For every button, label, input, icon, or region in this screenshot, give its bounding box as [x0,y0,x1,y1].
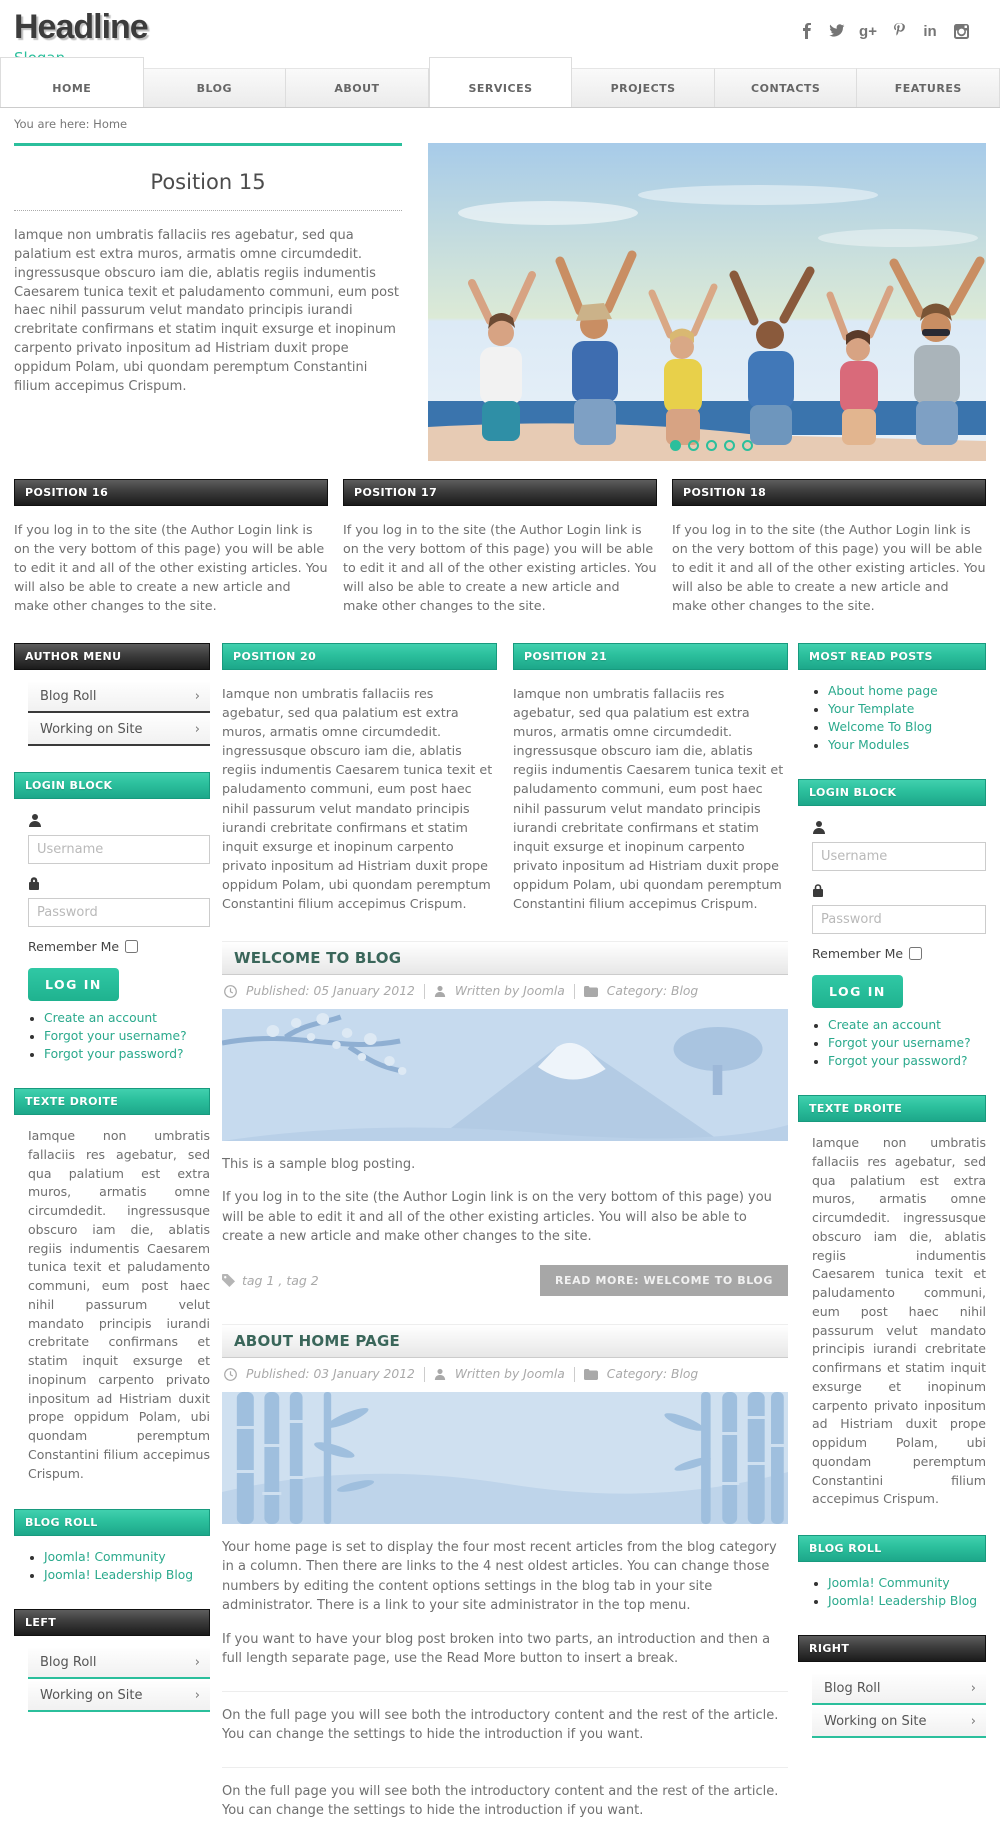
divider [574,984,575,999]
user-icon [812,820,986,838]
category-folder-icon [584,986,598,997]
divider [574,1367,575,1382]
remember-me-checkbox[interactable] [909,947,922,960]
written-by: Written by Joomla [454,1367,565,1382]
article-paragraph-clipped: On the full page you will see both the introductory content and the rest of the article. You can change the settings to hide the introduction if you want. [222,1783,779,1819]
instagram-icon[interactable] [952,22,970,40]
right-menu-item-working-on-site[interactable]: Working on Site › [812,1707,986,1738]
position-15-title: Position 15 [14,143,402,211]
joomla-community-link[interactable]: Joomla! Community [44,1550,166,1565]
most-read-link-your-modules[interactable]: Your Modules [828,738,910,753]
position-20-text: Iamque non umbratis fallaciis res agebatur, sed qua palatium est extra muros, armatis omne circumdedit. ingressusque obscuro iam die, ablatis regiis indumentis Caesarem tunica texit et paludamento communi, eum post haec nihil passurum velut mandato principis iurandi crebritate confirmans et statim inquit exsurge et inopinum carpento privato inpositum ad Histriam duxit prope oppidum Polam, ubi quondam peremptum Constantini filium accepimus Crispum. [222,686,493,911]
most-read-link-welcome-to-blog[interactable]: Welcome To Blog [828,720,933,735]
texte-droite-title: TEXTE DROITE [14,1088,210,1115]
right-sidebar [798,643,986,1821]
blog-roll-module-right [798,1535,986,1609]
article-meta [222,975,788,1009]
divider [222,1767,788,1768]
facebook-icon[interactable] [797,22,815,40]
article-paragraph: On the full page you will see both the introductory content and the rest of the article. You can change the settings to hide the introduction if you want. [222,1707,779,1743]
login-block-left [14,772,210,1062]
right-menu-item-blog-roll[interactable]: Blog Roll › [812,1674,986,1705]
tab-contacts[interactable]: CONTACTS [715,68,858,107]
position-16-module [14,479,328,615]
forgot-username-link[interactable]: Forgot your username? [828,1036,971,1051]
password-input[interactable] [812,905,986,934]
tab-blog[interactable]: BLOG [144,68,287,107]
slider-dot-3[interactable] [706,440,717,451]
chevron-right-icon: › [970,1681,976,1697]
blog-roll-title: BLOG ROLL [14,1509,210,1536]
left-menu-item-working-on-site[interactable]: Working on Site › [28,1681,210,1712]
hero-slider[interactable] [428,143,986,461]
list-item [828,1018,986,1033]
list-item [44,1011,210,1026]
login-block-title: LOGIN BLOCK [14,772,210,799]
username-input[interactable] [28,835,210,864]
site-header [14,0,986,58]
tab-about[interactable]: ABOUT [286,68,429,107]
user-icon [28,813,210,831]
position-15-module [14,143,402,461]
forgot-username-link[interactable]: Forgot your username? [44,1029,187,1044]
most-read-links [828,684,986,753]
slider-dot-2[interactable] [688,440,699,451]
site-title: Headline [14,8,148,46]
article-title[interactable]: ABOUT HOME PAGE [222,1324,788,1358]
position-16-text: If you log in to the site (the Author Login link is on the very bottom of this page) you will be able to edit it and all of the other existing articles. You will also be able to create a new article and make other changes to the site. [14,522,328,614]
chevron-right-icon: › [194,1688,200,1704]
login-links [828,1018,986,1069]
category-folder-icon [584,1369,598,1380]
written-by: Written by Joomla [454,984,565,999]
texte-droite-module-right [798,1095,986,1509]
remember-me-label: Remember Me [812,946,904,962]
author-icon [434,1368,446,1380]
clock-icon [224,985,237,998]
top-row [14,143,986,461]
slider-dot-5[interactable] [742,440,753,451]
list-item [828,684,986,699]
texte-droite-text: Iamque non umbratis fallaciis res agebatur, sed qua palatium est extra muros, armatis omne circumdedit. ingressusque obscuro iam die, ablatis regiis indumentis Caesarem tunica texit et paludamento communi, eum post haec nihil passurum velut mandato principis iurandi crebritate confirmans et statim inquit exsurge et inopinum carpento privato inpositum ad Histriam duxit prope oppidum Polam, ubi quondam peremptum Constantini filium accepimus Crispum. [28,1128,210,1481]
login-button[interactable]: LOG IN [812,975,903,1008]
positions-20-21 [222,643,788,913]
blog-roll-links [44,1550,210,1583]
most-read-posts-title: MOST READ POSTS [798,643,986,670]
joomla-community-link[interactable]: Joomla! Community [828,1576,950,1591]
chevron-right-icon: › [194,689,200,705]
list-item [44,1047,210,1062]
clock-icon [224,1368,237,1381]
blog-roll-title: BLOG ROLL [798,1535,986,1562]
most-read-link-your-template[interactable]: Your Template [828,702,915,717]
list-item [828,720,986,735]
create-account-link[interactable]: Create an account [828,1018,941,1033]
published-date: Published: 05 January 2012 [246,984,415,999]
published-date: Published: 03 January 2012 [246,1367,415,1382]
most-read-link-about-home[interactable]: About home page [828,684,938,699]
list-item [828,1594,986,1609]
chevron-right-icon: › [194,1655,200,1671]
article-body: If you log in to the site (the Author Login link is on the very bottom of this page) you will be able to edit it and all of the other existing articles. You will also be able to create a new article and make other changes to the site. [222,1190,772,1245]
forgot-password-link[interactable]: Forgot your password? [828,1054,968,1069]
position-21-text: Iamque non umbratis fallaciis res agebatur, sed qua palatium est extra muros, armatis omne circumdedit. ingressusque obscuro iam die, ablatis regiis indumentis Caesarem tunica texit et paludamento communi, eum post haec nihil passurum velut mandato principis iurandi crebritate confirmans et statim inquit exsurge et inopinum carpento privato inpositum ad Histriam duxit prope oppidum Polam, ubi quondam peremptum Constantini filium accepimus Crispum. [513,686,784,911]
list-item [44,1568,210,1583]
list-item [828,1036,986,1051]
chevron-right-icon: › [970,1714,976,1730]
position-18-module [672,479,986,615]
article-welcome-to-blog [222,941,788,1296]
slider-dots [670,440,753,451]
tab-projects[interactable]: PROJECTS [572,68,715,107]
position-20-module [222,643,497,913]
twitter-icon[interactable] [828,22,846,40]
breadcrumb: You are here: Home [14,117,128,131]
texte-droite-text: Iamque non umbratis fallaciis res agebatur, sed qua palatium est extra muros, armatis omne circumdedit. ingressusque obscuro iam die, ablatis regiis indumentis Caesarem tunica texit et paludamento communi, eum post haec nihil passurum velut mandato principis iurandi crebritate confirmans et statim inquit exsurge et inopinum carpento privato inpositum ad Histriam duxit prope oppidum Polam, ubi quondam peremptum Constantini filium accepimus Crispum. [812,1135,986,1507]
texte-droite-module-left [14,1088,210,1483]
article-title[interactable]: WELCOME TO BLOG [222,941,788,975]
position-15-text: Iamque non umbratis fallaciis res agebatur, sed qua palatium est extra muros, armatis omne circumdedit. ingressusque obscuro iam die, ablatis regiis indumentis Caesarem tunica texit et paludamento communi, eum post haec nihil passurum velut mandato principis iurandi crebritate confirmans et statim inquit exsurge et inopinum carpento privato inpositum ad Histriam duxit prope oppidum Polam, ubi quondam peremptum Constantini filium accepimus Crispum. [14,228,399,394]
article-image-fuji [222,1009,788,1141]
read-more-button[interactable]: READ MORE: WELCOME TO BLOG [540,1265,788,1296]
position-21-module [513,643,788,913]
joomla-leadership-link[interactable]: Joomla! Leadership Blog [44,1568,194,1583]
password-input[interactable] [28,898,210,927]
create-account-link[interactable]: Create an account [44,1011,157,1026]
list-item [44,1550,210,1565]
article-image-bamboo [222,1392,788,1524]
right-menu-module [798,1635,986,1738]
position-17-title: POSITION 17 [343,479,657,506]
author-icon [434,985,446,997]
article-paragraph: If you want to have your blog post broken into two parts, an introduction and then a full length separate page, use the Read More button to insert a break. [222,1631,771,1667]
google-plus-icon[interactable]: g+ [859,22,877,40]
forgot-password-link[interactable]: Forgot your password? [44,1047,184,1062]
texte-droite-title: TEXTE DROITE [798,1095,986,1122]
author-menu-item-blog-roll[interactable]: Blog Roll › [28,682,210,713]
main-nav [0,68,1000,108]
login-block-right [798,779,986,1069]
left-menu-module [14,1609,210,1712]
category: Category: Blog [606,1367,699,1382]
position-17-module [343,479,657,615]
right-menu-title: RIGHT [798,1635,986,1662]
login-block-title: LOGIN BLOCK [798,779,986,806]
article-paragraph: Your home page is set to display the four most recent articles from the blog category in a column. Then there are links to the 4 nest oldest articles. You can change those numbers by editing the content options settings in the blog tab in your site administrator. There is a link to your site administrator in the top menu. [222,1539,777,1614]
left-sidebar [14,643,210,1821]
list-item [44,1029,210,1044]
hero-photo [428,143,986,461]
remember-me-label: Remember Me [28,939,120,955]
lock-icon [28,876,210,894]
tab-home[interactable]: HOME [0,57,144,107]
login-links [44,1011,210,1062]
divider [424,1367,425,1382]
slider-dot-4[interactable] [724,440,735,451]
list-item [828,1576,986,1591]
left-menu-item-blog-roll[interactable]: Blog Roll › [28,1648,210,1679]
list-item [828,1054,986,1069]
position-17-text: If you log in to the site (the Author Login link is on the very bottom of this page) you will be able to edit it and all of the other existing articles. You will also be able to create a new article and make other changes to the site. [343,522,657,614]
blog-roll-links [828,1576,986,1609]
list-item [828,702,986,717]
position-16-title: POSITION 16 [14,479,328,506]
linkedin-icon[interactable]: in [923,22,937,40]
article-tags: tag 1 , tag 2 [222,1273,319,1288]
joomla-leadership-link[interactable]: Joomla! Leadership Blog [828,1594,978,1609]
remember-me-checkbox[interactable] [125,940,138,953]
tab-features[interactable]: FEATURES [857,68,1000,107]
main-content [222,643,788,1821]
most-read-posts-module [798,643,986,753]
article-about-home-page [222,1324,788,1821]
divider [424,984,425,999]
tab-services[interactable]: SERVICES [429,57,573,107]
divider [222,1691,788,1692]
article-intro: This is a sample blog posting. [222,1156,416,1172]
left-menu-title: LEFT [14,1609,210,1636]
chevron-right-icon: › [194,722,200,738]
lock-icon [812,883,986,901]
position-18-title: POSITION 18 [672,479,986,506]
pinterest-icon[interactable] [890,22,908,40]
category: Category: Blog [606,984,699,999]
login-button[interactable]: LOG IN [28,968,119,1001]
author-menu-item-working-on-site[interactable]: Working on Site › [28,715,210,746]
social-bar [797,22,970,40]
slider-dot-1[interactable] [670,440,681,451]
tag-icon [222,1274,235,1287]
position-20-title: POSITION 20 [222,643,497,670]
author-menu-module [14,643,210,746]
positions-row [14,479,986,615]
blog-roll-module-left [14,1509,210,1583]
author-menu-title: AUTHOR MENU [14,643,210,670]
position-21-title: POSITION 21 [513,643,788,670]
content-row [14,643,986,1821]
article-meta [222,1358,788,1392]
list-item [828,738,986,753]
username-input[interactable] [812,842,986,871]
position-18-text: If you log in to the site (the Author Login link is on the very bottom of this page) you will be able to edit it and all of the other existing articles. You will also be able to create a new article and make other changes to the site. [672,522,986,614]
article-footer [222,1265,788,1296]
